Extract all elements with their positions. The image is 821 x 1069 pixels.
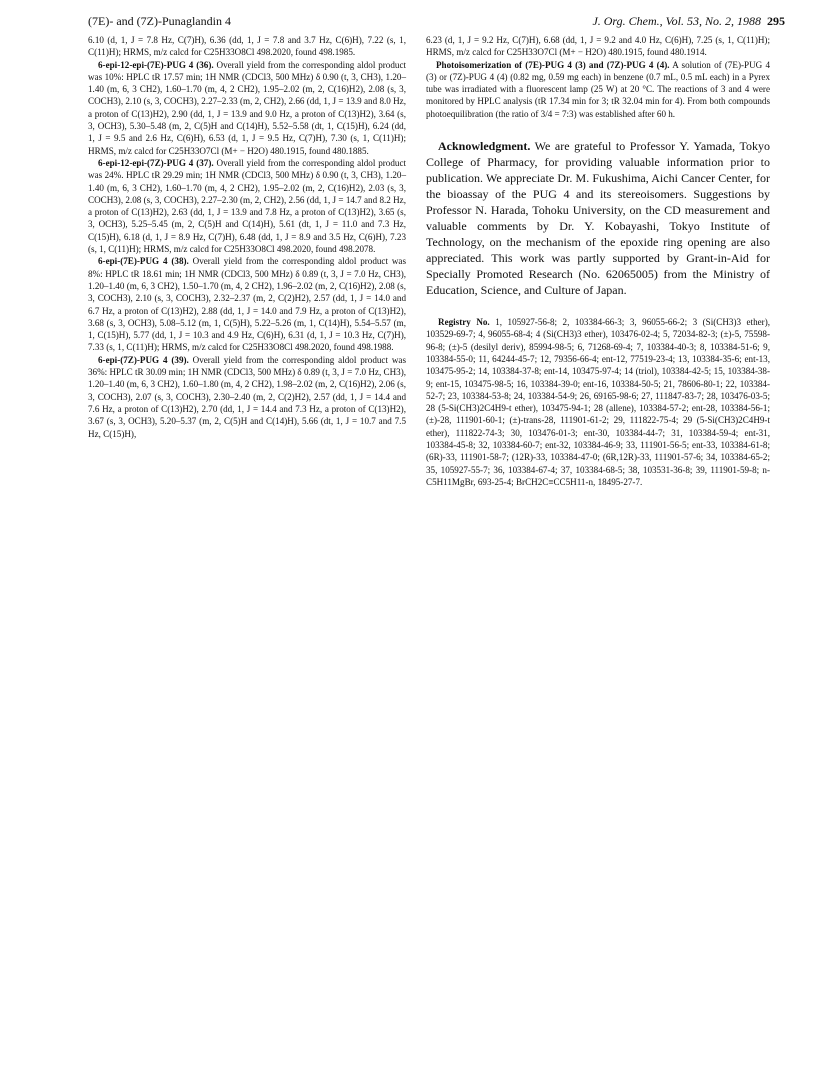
paragraph-compound-36: [88, 59, 406, 157]
registry-heading: Registry No.: [438, 317, 490, 328]
compound-36-text: Overall yield from the corresponding aldol product was 10%: HPLC tR 17.57 min; 1H NMR (CDCl3, 500 MHz) δ 0.90 (t, 3, CH3), 1.20–1.40 (m, 6, 3 CH2), 1.60–1.70 (m, 4, 2 CH2), 1.95–2.02 (m, 2, C(16)H2), 2.08 (s, 3, COCH3), 2.10 (s, 3, COCH3), 2.27–2.33 (m, 2, CH2), 2.66 (dd, 1, J = 13.9 and 8.0 Hz, a proton of C(13)H2), 2.90 (dd, 1, J = 13.9 and 9.0 Hz, a proton of C(13)H2), 3.64 (s, 3, OCH3), 5.30–5.48 (m, 2, C(5)H and C(14)H), 5.52–5.58 (dt, 1, C(15)H), 6.24 (dd, 1, J = 9.5 and 2.6 Hz, C(6)H), 6.53 (d, 1, J = 9.5 Hz, C(7)H), 7.30 (s, 1, C(11)H); HRMS, m/z calcd for C25H33O7Cl (M+ − H2O) 480.1915, found 480.1885.: [88, 59, 407, 156]
paragraph-compound-39: [88, 354, 406, 440]
acknowledgment-heading: Acknowledgment.: [438, 139, 531, 154]
acknowledgment-paragraph: [426, 138, 770, 298]
left-column: [88, 34, 406, 440]
registry-text: 1, 105927-56-8; 2, 103384-66-3; 3, 96055-66-2; 3 (Si(CH3)3 ether), 103529-69-7; 4, 96055-68-4; 4 (Si(CH3)3 ether), 103476-02-4; 5, 72034-82-3; (±)-5, 75598-96-8; (±)-5 (desilyl deriv), 85994-98-5; 6, 71268-69-4; 7, 103384-40-3; 8, 103384-51-6; 9, 103384-55-0; 11, 64244-45-7; 12, 79356-66-4; ent-12, 77519-23-4; 13, 103384-35-6; ent-13, 103475-95-2; 14, 103384-37-8; ent-14, 103475-97-4; 14 (triol), 103384-42-5; 15, 103384-38-9; ent-15, 103475-98-5; 16, 103384-39-0; ent-16, 103384-50-5; 21, 78606-80-1; 22, 103384-52-7; 23, 103384-53-8; 24, 103384-54-9; 26, 69165-98-6; 27, 111847-83-7; 28, 103476-03-5; 28 (5-Si(CH3)2C4H9-t ether), 103475-94-1; 28 (allene), 103384-57-2; ent-28, 103384-56-1; (±)-28, 111901-60-1; (±)-trans-28, 111901-61-2; 29, 111822-75-4; 29 (5-Si(CH3)2C4H9-t ether), 111822-74-3; 30, 103476-01-3; ent-30, 103384-44-7; 31, 103384-59-4; ent-31, 103384-45-8; 32, 103384-60-7; ent-32, 103384-46-9; 33, 111901-56-5; ent-33, 103384-61-8; (6R)-33, 111901-58-7; (12R)-33, 103384-47-0; (6R,12R)-33, 111901-57-6; 34, 103384-65-2; 35, 105927-55-7; 36, 103384-67-4; 37, 103384-68-5; 38, 103531-36-8; 39, 111901-59-8; n-C5H11MgBr, 693-25-4; BrCH2C≡CC5H11-n, 18495-27-7.: [426, 317, 770, 487]
compound-37-heading: 6-epi-12-epi-(7Z)-PUG 4 (37).: [98, 157, 214, 168]
experimental-section-continued: [426, 34, 770, 120]
running-header: [88, 14, 785, 32]
registry-paragraph: [426, 316, 770, 488]
photoisomerization-text: A solution of (7E)-PUG 4 (3) or (7Z)-PUG 4 (4) (0.82 mg, 0.59 mg each) in benzene (0.7 mL, 0.5 mL each) in a Pyrex tube was irradiated with a fluorescent lamp (25 W) at 20 °C. The reactions of 3 and 4 were monitored by HPLC analysis (tR 17.34 min for 3; tR 32.04 min for 4). From both compounds photoequilibration (the ratio of 3/4 = 7:3) was established after 60 h.: [426, 59, 770, 119]
header-journal-citation: [592, 14, 785, 29]
experimental-section: [88, 34, 406, 440]
paragraph-photoisomerization: [426, 59, 770, 120]
header-journal: J. Org. Chem., Vol. 53, No. 2, 1988: [592, 14, 761, 28]
paragraph-compound-38: [88, 255, 406, 353]
header-page-number: 295: [767, 14, 785, 28]
compound-38-heading: 6-epi-(7E)-PUG 4 (38).: [98, 256, 189, 267]
compound-39-text: Overall yield from the corresponding aldol product was 36%: HPLC tR 30.09 min; 1H NMR (CDCl3, 500 MHz) δ 0.89 (t, 3, J = 7.0 Hz, CH3), 1.20–1.40 (m, 6, 3 CH2), 1.60–1.80 (m, 4, 2 CH2), 1.98–2.02 (m, 2, C(16)H2), 2.06 (s, 3, COCH3), 2.07 (s, 3, COCH3), 2.30–2.40 (m, 2, C(2)H2), 2.57 (dd, 1, J = 14.4 and 7.6 Hz, a proton of C(13)H2), 2.70 (dd, 1, J = 14.4 and 7.3 Hz, a proton of C(13)H2), 3.67 (s, 3, OCH3), 5.20–5.37 (m, 2, C(5)H and C(14)H), 5.66 (dt, 1, J = 10.7 and 7.5 Hz, C(15)H),: [88, 354, 406, 439]
acknowledgment-text: We are grateful to Professor Y. Yamada, Tokyo College of Pharmacy, for providing valuable information prior to publication. We appreciate Dr. M. Fukushima, Aichi Cancer Center, for the bioassay of the PUG 4 and its stereoisomers. Suggestions by Professor N. Harada, Tohoku University, on the CD measurement and valuable comments by Dr. Y. Kobayashi, Tokyo Institute of Technology, on the mechanism of the epoxide ring opening are also appreciated. This work was partly supported by Grant-in-Aid for Specially Promoted Research (No. 62065005) from the Ministry of Education, Science, and Culture of Japan.: [426, 139, 770, 298]
compound-39-heading: 6-epi-(7Z)-PUG 4 (39).: [98, 354, 189, 365]
compound-36-heading: 6-epi-12-epi-(7E)-PUG 4 (36).: [98, 59, 214, 70]
paragraph-compound-37: [88, 157, 406, 255]
compound-38-text: Overall yield from the corresponding aldol product was 8%: HPLC tR 18.61 min; 1H NMR (CDCl3, 500 MHz) δ 0.89 (t, 3, J = 7.0 Hz, CH3), 1.20–1.40 (m, 6, 3 CH2), 1.50–1.70 (m, 4, 2 CH2), 1.96–2.02 (m, 2, C(16)H2), 2.08 (s, 3, COCH3), 2.10 (s, 3, COCH3), 2.32–2.37 (m, 2, C(2)H2), 2.57 (dd, 1, J = 14.0 and 6.7 Hz, a proton of C(13)H2), 2.88 (dd, 1, J = 14.0 and 7.9 Hz, a proton of C(13)H2), 3.68 (s, 3, OCH3), 5.08–5.12 (m, 1, C(5)H), 5.22–5.26 (m, 1, C(14)H), 5.54–5.57 (m, 1, C(15)H), 5.77 (dd, 1, J = 10.3 and 4.9 Hz, C(6)H), 6.31 (d, 1, J = 10.3 Hz, C(7)H), 7.33 (s, 1, C(11)H); HRMS, m/z calcd for C25H33O8Cl 498.2020, found 498.1988.: [88, 256, 406, 353]
photoisomerization-heading: Photoisomerization of (7E)-PUG 4 (3) and (7Z)-PUG 4 (4).: [436, 59, 670, 70]
compound-37-text: Overall yield from the corresponding aldol product was 24%. HPLC tR 29.29 min; 1H NMR (CDCl3, 500 MHz) δ 0.90 (t, 3, CH3), 1.20–1.40 (m, 6, 3 CH2), 1.60–1.70 (m, 4, 2 CH2), 1.95–2.02 (m, 2, C(16)H2), 2.03 (s, 3, COCH3), 2.08 (s, 3, COCH3), 2.27–2.30 (m, 2, CH2), 2.56 (dd, 1, J = 14.7 and 8.2 Hz, a proton of C(13)H2), 2.63 (dd, 1, J = 13.9 and 7.8 Hz, a proton of C(13)H2), 3.65 (s, 3, OCH3), 5.25–5.45 (m, 2, C(5)H and C(14)H), 5.61 (dt, 1, J = 11.0 and 7.3 Hz, C(15)H), 6.18 (d, 1, J = 8.9 Hz, C(7)H), 6.48 (dd, 1, J = 8.9 and 3.5 Hz, C(6)H), 7.23 (s, 1, C(11)H); HRMS, m/z calcd for C25H33O8Cl 498.2020, found 498.2078.: [88, 157, 407, 255]
paragraph-continued: 6.10 (d, 1, J = 7.8 Hz, C(7)H), 6.36 (dd, 1, J = 7.8 and 3.7 Hz, C(6)H), 7.22 (s, 1, C(11)H); HRMS, m/z calcd for C25H33O8Cl 498.2020, found 498.1985.: [88, 35, 406, 58]
right-column: [426, 34, 770, 488]
paragraph-continued-right: 6.23 (d, 1, J = 9.2 Hz, C(7)H), 6.68 (dd, 1, J = 9.2 and 4.0 Hz, C(6)H), 7.25 (s, 1, C(11)H); HRMS, m/z calcd for C25H33O7Cl (M+ − H2O) 480.1915, found 480.1914.: [426, 35, 770, 58]
header-article-title: (7E)- and (7Z)-Punaglandin 4: [88, 14, 231, 28]
